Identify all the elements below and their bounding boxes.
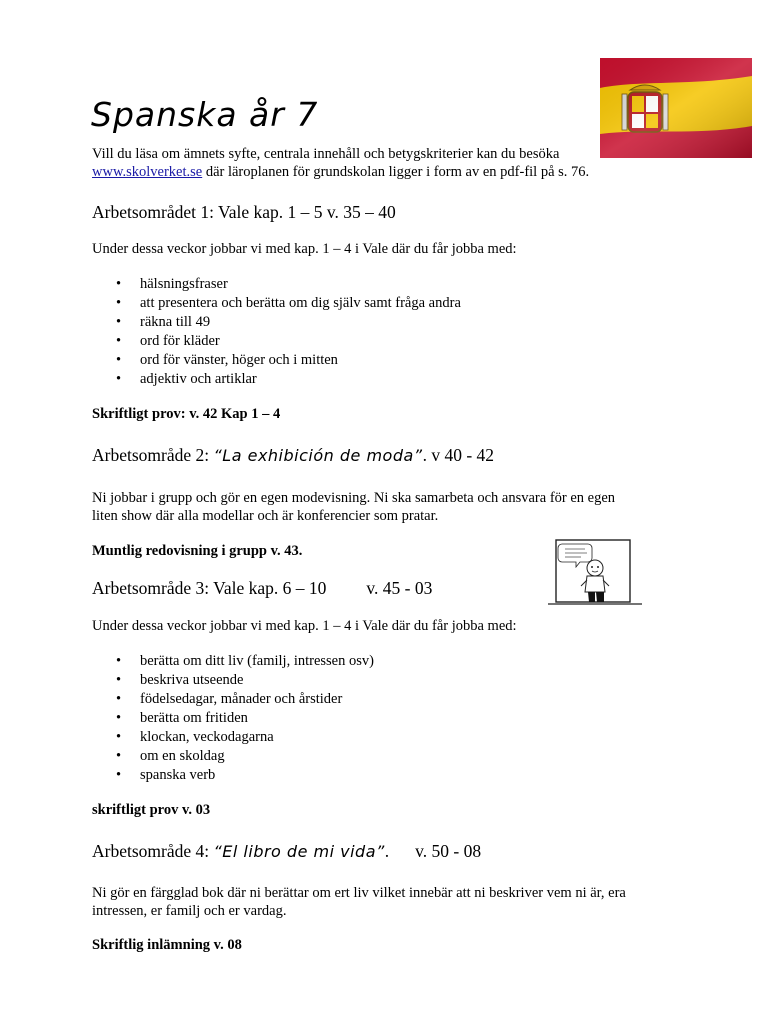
section2-heading-prefix: Arbetsområde 2:: [92, 445, 214, 465]
list-item: • adjektiv och artiklar: [92, 370, 461, 389]
section4-test: Skriftlig inlämning v. 08: [92, 937, 242, 953]
section4-heading-prefix: Arbetsområde 4:: [92, 841, 214, 861]
section4-heading-weeks: v. 50 - 08: [415, 841, 482, 861]
list-item: • räkna till 49: [92, 313, 461, 332]
list-item: • ord för vänster, höger och i mitten: [92, 351, 461, 370]
section1-intro: Under dessa veckor jobbar vi med kap. 1 – 4 i Vale där du får jobba med:: [92, 241, 517, 257]
section4-text: [92, 884, 626, 920]
section1-test: Skriftligt prov: v. 42 Kap 1 – 4: [92, 406, 281, 422]
list-item: • spanska verb: [92, 766, 374, 785]
section2-test: Muntlig redovisning i grupp v. 43.: [92, 543, 303, 559]
list-item: • berätta om ditt liv (familj, intressen osv): [92, 652, 374, 671]
section4-heading: [92, 841, 481, 862]
list-item: • beskriva utseende: [92, 671, 374, 690]
intro-line-2: där läroplanen för grundskolan ligger i form av en pdf-fil på s. 76.: [202, 164, 590, 180]
section4-text-line-2: intressen, er familj och er vardag.: [92, 903, 287, 919]
intro-text: [92, 145, 589, 181]
section2-heading-suffix: . v 40 - 42: [422, 445, 495, 465]
section2-text-line-2: liten show där alla modellar och är konferencier som pratar.: [92, 508, 439, 524]
section1-heading: Arbetsområdet 1: Vale kap. 1 – 5 v. 35 – 40: [92, 202, 396, 222]
list-item: • om en skoldag: [92, 747, 374, 766]
section3-list: [92, 652, 374, 785]
section1-list: [92, 275, 461, 389]
section4-heading-suffix: .: [384, 841, 390, 861]
list-item: • hälsningsfraser: [92, 275, 461, 294]
section2-text-line-1: Ni jobbar i grupp och gör en egen modevisning. Ni ska samarbeta och ansvara för en egen: [92, 490, 616, 506]
section3-intro: Under dessa veckor jobbar vi med kap. 1 – 4 i Vale där du får jobba med:: [92, 618, 517, 634]
skolverket-link[interactable]: www.skolverket.se: [92, 164, 203, 180]
page-title: Spanska år 7: [91, 95, 319, 134]
section3-heading-title: Arbetsområde 3: Vale kap. 6 – 10: [92, 578, 327, 598]
section2-heading-title: “La exhibición de moda”: [213, 446, 423, 465]
list-item: • klockan, veckodagarna: [92, 728, 374, 747]
section2-text: [92, 489, 615, 525]
section3-test: skriftligt prov v. 03: [92, 802, 211, 818]
list-item: • att presentera och berätta om dig själv samt fråga andra: [92, 294, 461, 313]
section2-heading: [92, 445, 494, 466]
cartoon-student-image: [548, 538, 642, 610]
list-item: • berätta om fritiden: [92, 709, 374, 728]
section4-text-line-1: Ni gör en färgglad bok där ni berättar om ert liv vilket innebär att ni beskriver vem ni är, era: [92, 885, 626, 901]
section3-heading: [92, 578, 432, 599]
spanish-flag-image: [600, 58, 752, 158]
list-item: • ord för kläder: [92, 332, 461, 351]
intro-line-1: Vill du läsa om ämnets syfte, centrala innehåll och betygskriterier kan du besöka: [92, 146, 560, 162]
section3-heading-weeks: v. 45 - 03: [366, 578, 433, 598]
list-item: • födelsedagar, månader och årstider: [92, 690, 374, 709]
section4-heading-title: “El libro de mi vida”: [213, 842, 385, 861]
